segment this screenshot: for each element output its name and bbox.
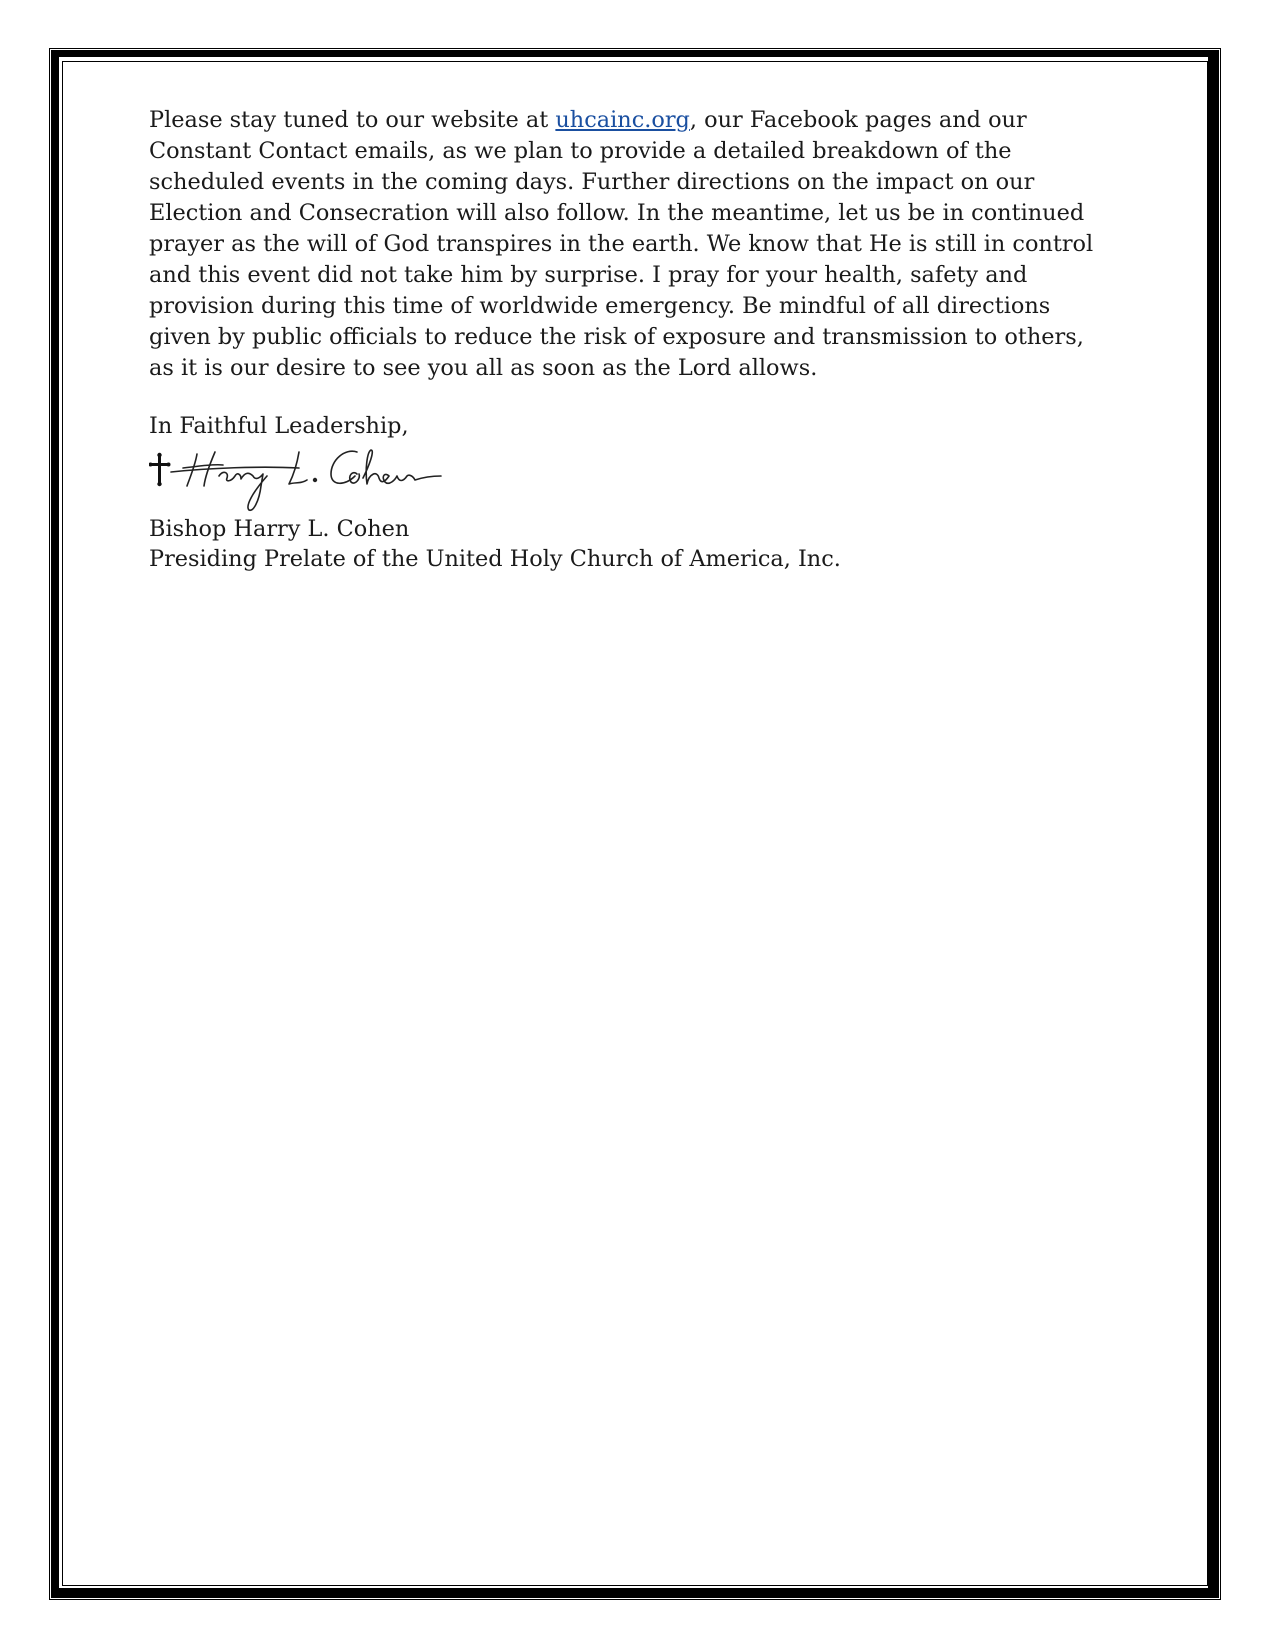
website-link[interactable]: uhcainc.org	[555, 107, 690, 133]
letter-body	[149, 105, 1109, 574]
signer-name: Bishop Harry L. Cohen	[149, 516, 410, 542]
signature-strokes	[171, 450, 441, 510]
paragraph-rest: , our Facebook pages and our Constant Contact emails, as we plan to provide a detailed breakdown of the scheduled events in the coming days. Further directions on the impact on our Election and Consecration will also follow. In the meantime, let us be in continued prayer as the will of God transpires in the earth. We know that He is still in control and this event did not take him by surprise. I pray for your health, safety and provision during this time of worldwide emergency. Be mindful of all directions given by public officials to reduce the risk of exposure and transmission to others, as it is our desire to see you all as soon as the Lord allows.	[149, 107, 1094, 381]
closing-line: In Faithful Leadership,	[149, 413, 409, 439]
main-paragraph	[149, 105, 1109, 384]
handwritten-signature	[149, 446, 459, 524]
signer-title: Presiding Prelate of the United Holy Church of America, Inc.	[149, 546, 841, 572]
paragraph-intro: Please stay tuned to our website at	[149, 107, 556, 133]
cross-icon	[149, 453, 171, 486]
